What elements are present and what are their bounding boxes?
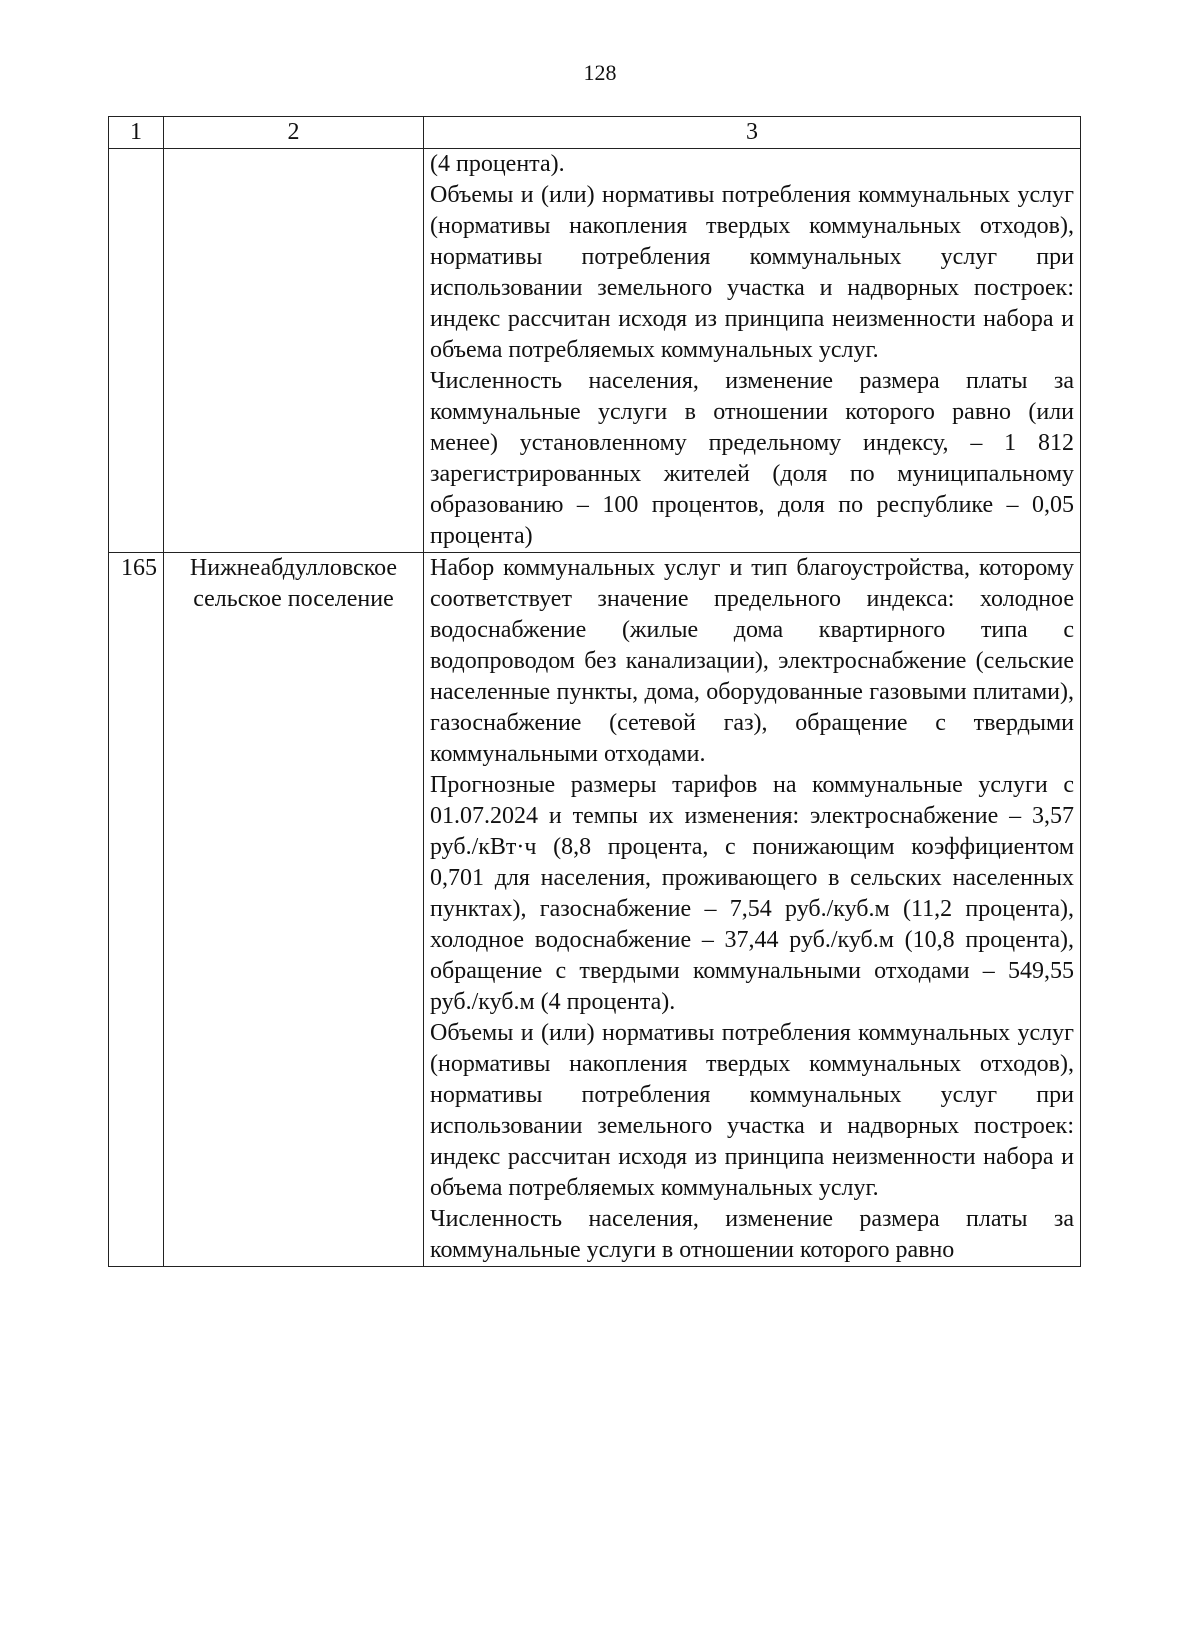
page-number: 128 <box>583 60 617 85</box>
row-number <box>109 149 164 553</box>
tariff-table <box>108 116 1081 1267</box>
description-paragraph: Численность населения, изменение размера платы за коммунальные услуги в отношении которого равно (или менее) установленному предельному индексу, – 1 812 зарегистрированных жителей (доля по муниципальному образованию – 100 процентов, доля по республике – 0,05 процента) <box>430 368 1074 549</box>
settlement-name <box>164 149 424 553</box>
description-cell <box>424 553 1081 1267</box>
column-header-1: 1 <box>109 117 164 149</box>
description-paragraph: Численность населения, изменение размера платы за коммунальные услуги в отношении которого равно <box>430 1206 1074 1263</box>
description-paragraph: Объемы и (или) нормативы потребления коммунальных услуг (нормативы накопления твердых коммунальных отходов), нормативы потребления коммунальных услуг при использовании земельного участка и надворных построек: индекс рассчитан исходя из принципа неизменности набора и объема потребляемых коммунальных услуг. <box>430 1020 1074 1201</box>
table-header-row <box>109 117 1081 149</box>
description-paragraph: Набор коммунальных услуг и тип благоустройства, которому соответствует значение предельного индекса: холодное водоснабжение (жилые дома квартирного типа с водопроводом без канализации), электроснабжение (сельские населенные пункты, дома, оборудованные газовыми плитами), газоснабжение (сетевой газ), обращение с твердыми коммунальными отходами. <box>430 555 1074 767</box>
column-header-3: 3 <box>424 117 1081 149</box>
description-paragraph: (4 процента). <box>430 151 565 177</box>
column-header-2: 2 <box>164 117 424 149</box>
description-cell <box>424 149 1081 553</box>
table-row <box>109 553 1081 1267</box>
description-paragraph: Объемы и (или) нормативы потребления коммунальных услуг (нормативы накопления твердых коммунальных отходов), нормативы потребления коммунальных услуг при использовании земельного участка и надворных построек: индекс рассчитан исходя из принципа неизменности набора и объема потребляемых коммунальных услуг. <box>430 182 1074 363</box>
description-paragraph: Прогнозные размеры тарифов на коммунальные услуги с 01.07.2024 и темпы их изменения: электроснабжение – 3,57 руб./кВт·ч (8,8 процента, с понижающим коэффициентом 0,701 для населения, проживающего в сельских населенных пунктах), газоснабжение – 7,54 руб./куб.м (11,2 процента), холодное водоснабжение – 37,44 руб./куб.м (10,8 процента), обращение с твердыми коммунальными отходами – 549,55 руб./куб.м (4 процента). <box>430 772 1074 1015</box>
table-row <box>109 149 1081 553</box>
row-number: 165 <box>109 553 164 1267</box>
settlement-name: Нижнеабдулловское сельское поселение <box>164 553 424 1267</box>
